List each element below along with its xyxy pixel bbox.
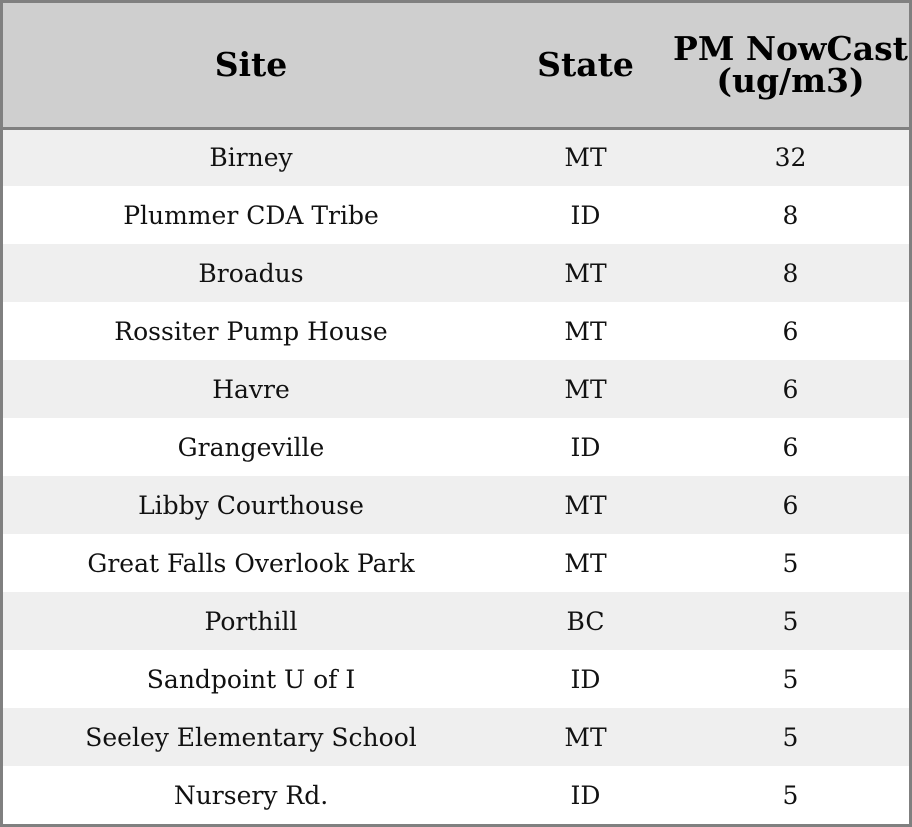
table-row: [3, 128, 909, 186]
header-site: Site: [3, 3, 499, 128]
pm-value-cell: 5: [782, 780, 799, 810]
state-cell: MT: [564, 258, 607, 288]
table-row: [3, 186, 909, 244]
state-cell: MT: [564, 548, 607, 578]
site-cell: Grangeville: [177, 432, 325, 462]
pm-value-cell: 8: [782, 258, 799, 288]
pm-value-cell: 32: [774, 143, 807, 173]
state-cell: MT: [564, 374, 607, 404]
table-body: [3, 128, 909, 824]
pm-value-cell: 5: [782, 548, 799, 578]
site-cell: Birney: [209, 143, 293, 173]
table-row: [3, 302, 909, 360]
pm-value-cell: 5: [782, 664, 799, 694]
pm-value-cell: 8: [782, 200, 799, 230]
table-row: [3, 534, 909, 592]
pm-value-cell: 6: [782, 374, 799, 404]
site-cell: Great Falls Overlook Park: [87, 548, 415, 578]
site-cell: Broadus: [198, 258, 304, 288]
pm-value-cell: 6: [782, 432, 799, 462]
state-cell: MT: [564, 143, 607, 173]
table-row: [3, 592, 909, 650]
site-cell: Porthill: [204, 606, 298, 636]
table-row: [3, 418, 909, 476]
site-cell: Havre: [212, 374, 290, 404]
table-row: [3, 244, 909, 302]
pm-value-cell: 6: [782, 316, 799, 346]
state-cell: MT: [564, 316, 607, 346]
site-cell: Seeley Elementary School: [85, 722, 417, 752]
table-row: [3, 650, 909, 708]
state-cell: ID: [570, 664, 601, 694]
state-cell: ID: [570, 200, 601, 230]
site-cell: Nursery Rd.: [173, 780, 329, 810]
state-cell: MT: [564, 722, 607, 752]
pm-value-cell: 5: [782, 722, 799, 752]
state-cell: MT: [564, 490, 607, 520]
pm-value-cell: 6: [782, 490, 799, 520]
header-state: State: [499, 3, 672, 128]
table-header: [3, 3, 909, 128]
header-row: [3, 3, 909, 128]
pm-nowcast-table: [3, 3, 909, 824]
pm-value-cell: 5: [782, 606, 799, 636]
site-cell: Sandpoint U of I: [146, 664, 356, 694]
state-cell: ID: [570, 432, 601, 462]
table-row: [3, 360, 909, 418]
site-cell: Plummer CDA Tribe: [123, 200, 379, 230]
site-cell: Libby Courthouse: [138, 490, 364, 520]
table-row: [3, 476, 909, 534]
state-cell: ID: [570, 780, 601, 810]
header-pm-nowcast: PM NowCast (ug/m3): [672, 3, 909, 128]
table-row: [3, 708, 909, 766]
state-cell: BC: [566, 606, 605, 636]
site-cell: Rossiter Pump House: [114, 316, 388, 346]
table-row: [3, 766, 909, 824]
